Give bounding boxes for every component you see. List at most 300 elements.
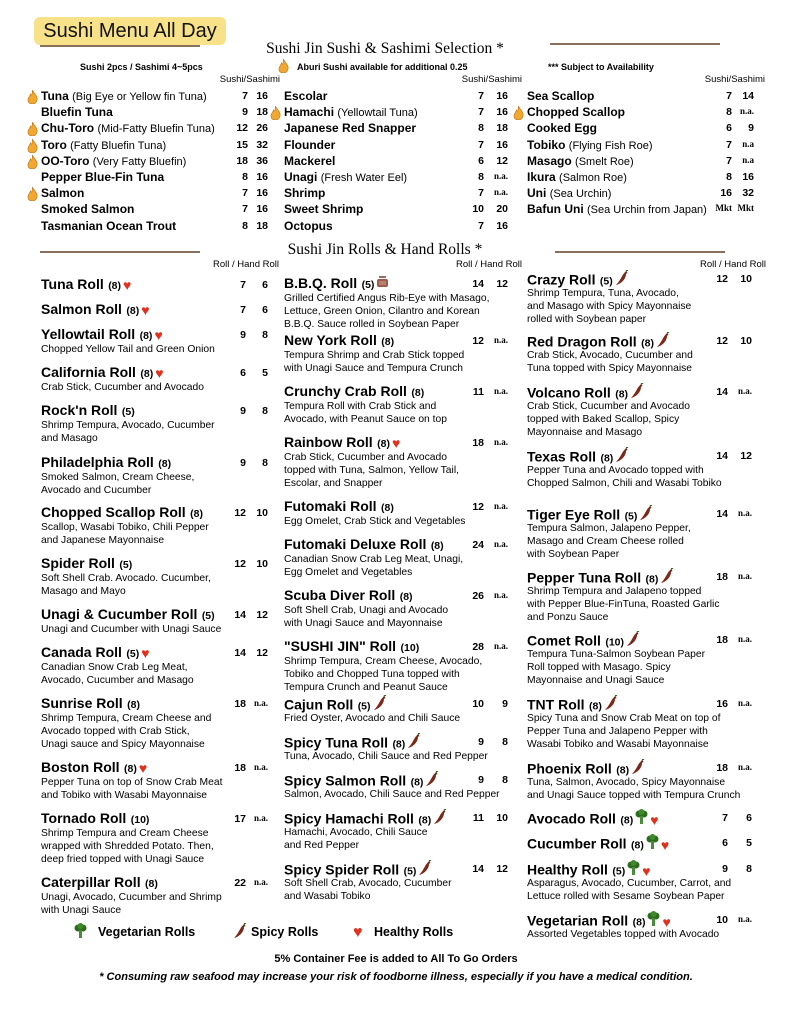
column-header-roll-hand-roll: Roll / Hand Roll	[700, 259, 766, 270]
hand-roll-price: n.a.	[737, 571, 752, 581]
sushi-price: 7	[478, 138, 484, 151]
sashimi-heading: Sushi Jin Sushi & Sashimi Selection *	[266, 40, 504, 57]
sushi-price: 7	[478, 90, 484, 102]
roll-description: Avocado and Cucumber	[41, 484, 152, 496]
item-note: (Smelt Roe)	[575, 155, 634, 168]
roll-price: 9	[240, 405, 246, 417]
roll-piece-count: (10)	[400, 642, 420, 654]
roll-price: 18	[716, 571, 728, 583]
hand-roll-price: 12	[256, 609, 268, 621]
item-title: Sea Scallop	[527, 89, 595, 103]
roll-name: Crunchy Crab Roll	[284, 383, 407, 399]
sashimi-price: n.a	[742, 154, 754, 165]
roll-piece-count: (8)	[430, 540, 444, 552]
item-name	[284, 154, 335, 168]
roll-description: Avocado, Cucumber and Masago	[41, 674, 194, 686]
roll-description: Crab Stick, Cucumber and Avocado	[284, 452, 447, 463]
roll-description: Lettuce rolled with Sesame Soybean Paper	[527, 890, 725, 902]
roll-name: Texas Roll	[527, 448, 596, 465]
roll-price: 14	[716, 450, 728, 462]
roll-name: Futomaki Roll	[284, 498, 377, 514]
legend-healthy: Healthy Rolls	[374, 925, 454, 939]
sushi-price: 7	[478, 219, 484, 232]
sashimi-price: 32	[742, 187, 754, 200]
roll-name: Spicy Spider Roll	[284, 861, 400, 878]
roll-description: Crab Stick, Cucumber and Avocado	[41, 382, 204, 393]
roll-description: Soft Shell Crab, Unagi and Avocado	[284, 605, 449, 616]
sushi-price: 7	[726, 138, 732, 151]
hand-roll-price: n.a.	[493, 437, 508, 447]
item-note: (Sea Urchin from Japan)	[587, 204, 707, 217]
sushi-price: 6	[478, 154, 484, 167]
hand-roll-price: 6	[746, 812, 752, 824]
item-title: Masago	[527, 153, 572, 168]
hand-roll-price: n.a.	[253, 762, 268, 772]
item-title: Escolar	[284, 89, 328, 103]
roll-name: "SUSHI JIN" Roll	[284, 638, 397, 654]
item-name	[527, 105, 625, 119]
roll-description: Mayonnaise and Unagi Sauce	[527, 674, 665, 686]
roll-name: Canada Roll	[41, 644, 122, 660]
roll-price: 7	[240, 304, 246, 316]
container-fee-note: 5% Container Fee is added to All To Go Orders	[274, 953, 518, 965]
disclaimer: * Consuming raw seafood may increase your risk of foodborne illness, especially if you have a medical condition.	[99, 971, 693, 983]
roll-piece-count: (8)	[377, 438, 390, 450]
roll-name: Tornado Roll	[41, 810, 127, 826]
sashimi-price: 36	[256, 154, 268, 167]
item-title: Japanese Red Snapper	[284, 121, 417, 136]
roll-name: Yellowtail Roll	[41, 326, 136, 342]
roll-name: New York Roll	[284, 332, 377, 348]
heart-icon: ♥	[391, 434, 401, 451]
roll-name: Pepper Tuna Roll	[527, 569, 642, 586]
roll-description: and Ponzu Sauce	[527, 611, 609, 623]
roll-header	[284, 498, 394, 516]
hand-roll-price: n.a.	[737, 634, 752, 644]
roll-price: 16	[716, 698, 728, 710]
item-name	[527, 89, 594, 103]
roll-name: Rainbow Roll	[284, 434, 373, 450]
hand-roll-price: n.a.	[737, 698, 752, 708]
heart-icon: ♥	[154, 326, 163, 343]
broccoli-icon	[646, 834, 659, 855]
item-title: Salmon	[41, 186, 85, 201]
roll-description: Assorted Vegetables topped with Avocado	[527, 929, 720, 940]
roll-piece-count: (5)	[361, 279, 375, 292]
hand-roll-price: 10	[496, 812, 508, 824]
item-note: (Yellowtail Tuna)	[337, 107, 418, 120]
roll-description: Tempura Shrimp and Crab Stick topped	[284, 350, 465, 361]
sashimi-price: 16	[256, 171, 268, 183]
column-header-roll-hand-roll: Roll / Hand Roll	[456, 259, 522, 270]
roll-description: Fried Oyster, Avocado and Chili Sauce	[284, 713, 461, 724]
item-name	[41, 186, 84, 200]
item-name	[41, 170, 164, 184]
roll-description: and Masago with Spicy Mayonnaise	[527, 300, 692, 312]
roll-piece-count: (5)	[121, 406, 135, 418]
roll-header	[41, 810, 149, 828]
roll-description: with Unagi Sauce and Mayonnaise	[284, 617, 443, 629]
hand-roll-price: 12	[256, 647, 268, 659]
hand-roll-price: n.a.	[493, 501, 508, 511]
roll-piece-count: (8)	[139, 330, 153, 342]
roll-piece-count: (8)	[381, 502, 394, 514]
roll-description: Pepper Tuna on top of Snow Crab Meat	[41, 777, 223, 788]
roll-description: Avocado topped with Crab Stick,	[41, 725, 190, 737]
roll-piece-count: (8)	[108, 280, 122, 292]
sushi-price: Mkt	[715, 203, 732, 214]
item-name	[284, 89, 327, 103]
roll-name: Spicy Tuna Roll	[284, 734, 388, 751]
item-title: Bafun Uni	[527, 202, 584, 217]
hand-roll-price: n.a.	[493, 335, 508, 345]
roll-description: Canadian Snow Crab Leg Meat, Unagi,	[284, 554, 464, 565]
item-note: (Fresh Water Eel)	[320, 172, 408, 184]
roll-price: 11	[472, 386, 484, 398]
roll-piece-count: (8)	[190, 508, 203, 520]
item-name	[527, 186, 611, 200]
roll-price: 18	[234, 762, 246, 774]
roll-price: 9	[240, 329, 246, 341]
sushi-price: 8	[242, 219, 248, 232]
column-header-sushi-sashimi: Sushi/Sashimi	[461, 74, 522, 85]
roll-name: Unagi & Cucumber Roll	[41, 606, 198, 622]
hand-roll-price: 8	[262, 329, 268, 341]
roll-piece-count: (8)	[620, 814, 634, 827]
bbq-icon	[376, 275, 389, 293]
roll-name: Philadelphia Roll	[41, 454, 154, 470]
item-name	[284, 121, 416, 135]
sushi-price: 16	[720, 187, 732, 200]
roll-header	[527, 834, 669, 855]
roll-description: Tuna, Salmon, Avocado, Spicy Mayonnaise	[527, 777, 726, 788]
roll-piece-count: (5)	[201, 610, 215, 622]
roll-piece-count: (8)	[127, 699, 140, 711]
sushi-price: 18	[236, 154, 248, 167]
item-title: Shrimp	[284, 186, 326, 201]
roll-description: Tempura Roll with Crab Stick and	[284, 401, 437, 412]
item-title: Mackerel	[284, 153, 336, 168]
sashimi-price: 16	[496, 90, 508, 102]
roll-description: Crab Stick, Avocado, Cucumber and	[527, 350, 693, 361]
sushi-price: 8	[478, 171, 484, 183]
roll-description: Lettuce, Green Onion, Cilantro and Korean	[284, 305, 480, 317]
hand-roll-price: 5	[262, 367, 268, 379]
roll-description: Mayonnaise and Masago	[527, 426, 643, 438]
sushi-price: 7	[478, 187, 484, 200]
sashimi-price: 18	[256, 106, 268, 119]
roll-price: 14	[472, 278, 484, 290]
item-title: Uni	[527, 186, 547, 201]
roll-piece-count: (5)	[612, 865, 626, 878]
roll-name: Healthy Roll	[527, 861, 608, 878]
roll-description: and Japanese Mayonnaise	[41, 534, 165, 546]
roll-piece-count: (5)	[126, 648, 140, 660]
item-name	[284, 138, 335, 152]
roll-price: 9	[478, 774, 484, 786]
roll-name: Spicy Salmon Roll	[284, 772, 407, 789]
roll-description: with Unagi Sauce	[41, 904, 122, 916]
hand-roll-price: 10	[740, 335, 752, 347]
roll-description: Avocado, with Peanut Sauce on top	[284, 413, 447, 425]
sashimi-price: 16	[496, 138, 508, 151]
roll-header	[284, 587, 413, 605]
hand-roll-price: 10	[256, 507, 268, 519]
item-name	[41, 105, 113, 119]
roll-piece-count: (8)	[140, 368, 154, 380]
sushi-price: 7	[726, 154, 732, 167]
flame-icon	[270, 106, 281, 125]
heart-icon: ♥	[642, 862, 651, 879]
roll-description: Soft Shell Crab, Avocado, Cucumber	[284, 878, 452, 889]
item-name	[41, 121, 215, 135]
roll-piece-count: (5)	[403, 865, 417, 878]
item-title: Hamachi	[284, 105, 335, 120]
item-note: (Very Fatty Bluefin)	[92, 155, 187, 168]
sashimi-price: 9	[748, 122, 754, 135]
roll-description: Shrimp Tempura, Cream Cheese and	[41, 713, 212, 724]
roll-description: Wasabi Tobiko and Wasabi Mayonnaise	[527, 738, 709, 750]
item-name	[41, 219, 176, 233]
heart-icon: ♥	[141, 301, 150, 318]
roll-price: 7	[722, 812, 728, 824]
sushi-price: 7	[242, 203, 248, 216]
item-note: (Salmon Roe)	[559, 172, 627, 184]
roll-header	[41, 759, 147, 777]
hand-roll-price: n.a.	[737, 508, 752, 518]
hand-roll-price: n.a.	[493, 590, 508, 600]
roll-piece-count: (8)	[145, 878, 158, 890]
roll-price: 6	[722, 837, 728, 849]
sashimi-price: n.a.	[739, 106, 754, 117]
hand-roll-price: n.a.	[253, 813, 268, 823]
item-note: (Flying Fish Roe)	[568, 139, 653, 152]
roll-price: 9	[240, 457, 246, 469]
roll-description: Escolar, and Snapper	[284, 477, 383, 489]
roll-description: Smoked Salmon, Cream Cheese,	[41, 472, 195, 483]
roll-name: Avocado Roll	[527, 810, 616, 827]
item-title: Pepper Blue-Fin Tuna	[41, 170, 165, 184]
roll-name: Red Dragon Roll	[527, 333, 637, 350]
roll-name: Crazy Roll	[527, 271, 596, 288]
roll-price: 10	[716, 914, 728, 926]
roll-description: Grilled Certified Angus Rib-Eye with Masago,	[284, 293, 490, 304]
roll-description: Tempura Tuna-Salmon Soybean Paper	[527, 649, 706, 660]
item-title: Unagi	[284, 170, 318, 184]
roll-description: with Pepper Blue-FinTuna, Roasted Garlic	[527, 598, 720, 610]
roll-price: 12	[234, 507, 246, 519]
hand-roll-price: 8	[262, 457, 268, 469]
roll-price: 14	[472, 863, 484, 875]
item-name	[284, 105, 418, 119]
roll-description: Shrimp Tempura, Tuna, Avocado,	[527, 288, 679, 299]
roll-name: B.B.Q. Roll	[284, 275, 358, 292]
heart-icon: ♥	[650, 811, 659, 828]
menu-title: Sushi Menu All Day	[34, 17, 226, 45]
broccoli-icon	[74, 923, 87, 944]
item-title: Tasmanian Ocean Trout	[41, 218, 177, 233]
item-title: Toro	[41, 137, 67, 152]
roll-description: Unagi sauce and Spicy Mayonnaise	[41, 738, 205, 750]
heart-icon: ♥	[660, 836, 670, 853]
roll-price: 28	[472, 641, 484, 653]
roll-name: Tuna Roll	[41, 276, 104, 292]
item-title: Tobiko	[527, 137, 566, 152]
roll-header	[284, 332, 394, 350]
roll-price: 6	[240, 367, 246, 379]
roll-description: Canadian Snow Crab Leg Meat,	[41, 662, 188, 673]
roll-price: 18	[716, 634, 728, 646]
hand-roll-price: n.a.	[493, 641, 508, 651]
hand-roll-price: n.a.	[253, 698, 268, 708]
roll-description: Masago and Mayo	[41, 585, 126, 597]
item-note: (Sea Urchin)	[549, 188, 612, 201]
roll-description: Pepper Tuna and Avocado topped with	[527, 465, 704, 476]
roll-description: and Masago	[41, 432, 98, 444]
roll-price: 12	[716, 273, 728, 285]
heart-icon: ♥	[141, 644, 150, 661]
column-header-roll-hand-roll: Roll / Hand Roll	[213, 259, 279, 270]
heart-icon: ♥	[138, 759, 148, 776]
sushi-price: 15	[236, 138, 248, 151]
item-title: OO-Toro	[41, 153, 90, 168]
roll-header	[41, 555, 132, 573]
sashimi-price: 16	[496, 106, 508, 119]
broccoli-icon	[635, 809, 648, 830]
roll-description: Crab Stick, Cucumber and Avocado	[527, 401, 690, 412]
roll-piece-count: (5)	[119, 559, 133, 571]
sashimi-price: 12	[496, 154, 508, 167]
roll-piece-count: (8)	[381, 336, 395, 348]
roll-piece-count: (8)	[124, 763, 137, 775]
sushi-price: 6	[726, 122, 732, 135]
hand-roll-price: 8	[502, 736, 508, 748]
sashimi-price: 18	[256, 219, 268, 232]
roll-header	[41, 454, 171, 472]
availability-note: *** Subject to Availability	[548, 62, 654, 72]
roll-price: 18	[472, 437, 484, 449]
roll-price: 11	[472, 812, 484, 824]
roll-name: Caterpillar Roll	[41, 874, 141, 890]
hand-roll-price: 12	[496, 863, 508, 875]
hand-roll-price: 8	[262, 405, 268, 417]
roll-description: wrapped with Shredded Potato. Then,	[41, 840, 214, 852]
roll-name: Volcano Roll	[527, 384, 611, 401]
roll-name: Futomaki Deluxe Roll	[284, 536, 427, 552]
sushi-price: 7	[242, 187, 248, 200]
roll-description: Tuna topped with Spicy Mayonnaise	[527, 362, 693, 374]
roll-description: with Unagi Sauce and Tempura Crunch	[284, 362, 463, 374]
heart-icon: ♥	[353, 924, 363, 941]
aburi-note: Aburi Sushi available for additional 0.25	[297, 62, 468, 72]
roll-header	[41, 364, 164, 382]
roll-description: Egg Omelet, Crab Stick and Vegetables	[284, 516, 466, 527]
sashimi-price: 16	[496, 219, 508, 232]
hand-roll-price: 8	[746, 863, 752, 875]
roll-piece-count: (8)	[632, 916, 646, 929]
heart-icon: ♥	[662, 913, 671, 930]
item-title: Bluefin Tuna	[41, 105, 113, 120]
roll-description: and Unagi Sauce topped with Tempura Crunch	[527, 789, 741, 801]
sashimi-price: 16	[742, 171, 754, 183]
item-name	[527, 202, 707, 216]
roll-piece-count: (8)	[126, 305, 140, 317]
roll-price: 9	[722, 863, 728, 875]
roll-price: 10	[472, 698, 484, 710]
roll-price: 26	[472, 590, 484, 602]
roll-piece-count: (5)	[357, 700, 371, 713]
sashimi-price: n.a.	[493, 187, 508, 198]
roll-name: Spicy Hamachi Roll	[284, 810, 414, 827]
roll-price: 14	[716, 386, 728, 398]
sashimi-price: 16	[256, 203, 268, 216]
roll-price: 18	[234, 698, 246, 710]
item-name	[41, 89, 207, 103]
roll-description: rolled with Soybean paper	[527, 313, 647, 325]
rolls-heading: Sushi Jin Rolls & Hand Rolls *	[287, 241, 483, 258]
item-title: Sweet Shrimp	[284, 202, 364, 217]
roll-description: deep fried topped with Unagi Sauce	[41, 853, 205, 865]
item-title: Smoked Salmon	[41, 202, 135, 217]
roll-header	[284, 383, 424, 401]
roll-description: Shrimp Tempura and Jalapeno topped	[527, 586, 702, 597]
roll-header	[284, 638, 419, 656]
roll-description: Tuna, Avocado, Chili Sauce and Red Pepper	[284, 751, 488, 762]
roll-name: TNT Roll	[527, 696, 585, 713]
roll-price: 17	[234, 813, 246, 825]
roll-name: Cajun Roll	[284, 696, 354, 713]
roll-description: Hamachi, Avocado, Chili Sauce	[284, 827, 428, 838]
roll-header	[41, 402, 135, 420]
roll-header	[284, 275, 389, 293]
roll-price: 7	[240, 279, 246, 291]
roll-price: 14	[716, 508, 728, 520]
column-header-sushi-sashimi: Sushi/Sashimi	[219, 74, 280, 85]
roll-piece-count: (5)	[599, 275, 613, 288]
roll-piece-count: (10)	[130, 814, 150, 826]
roll-piece-count: (8)	[399, 591, 413, 603]
sushi-price: 8	[726, 106, 732, 119]
roll-price: 18	[716, 762, 728, 774]
roll-price: 12	[716, 335, 728, 347]
hand-roll-price: 8	[502, 774, 508, 786]
roll-description: Unagi, Avocado, Cucumber and Shrimp	[41, 892, 222, 903]
roll-header	[41, 695, 140, 713]
item-title: Chu-Toro	[41, 121, 95, 136]
roll-name: Scuba Diver Roll	[284, 587, 396, 603]
hand-roll-price: n.a.	[737, 762, 752, 772]
sashimi-price: 14	[742, 90, 754, 102]
sashimi-price: 18	[496, 122, 508, 135]
roll-price: 24	[472, 539, 484, 551]
roll-description: Masago and Cream Cheese rolled	[527, 535, 684, 547]
roll-description: Spicy Tuna and Snow Crab Meat on top of	[527, 713, 721, 724]
sashimi-price: n.a.	[493, 171, 508, 181]
item-title: Chopped Scallop	[527, 105, 626, 120]
sashimi-price: Mkt	[737, 203, 754, 214]
roll-description: Tempura Crunch and Peanut Sauce	[284, 681, 448, 693]
item-name	[527, 154, 634, 168]
hand-roll-price: n.a.	[737, 386, 752, 396]
roll-description: Soft Shell Crab. Avocado. Cucumber,	[41, 573, 211, 584]
item-note: (Fatty Bluefin Tuna)	[70, 139, 167, 152]
roll-piece-count: (8)	[158, 458, 172, 470]
roll-header	[41, 276, 131, 294]
sushi-price: 9	[242, 106, 248, 119]
roll-price: 12	[234, 558, 246, 570]
flame-icon	[513, 106, 524, 125]
hand-roll-price: 6	[262, 304, 268, 316]
